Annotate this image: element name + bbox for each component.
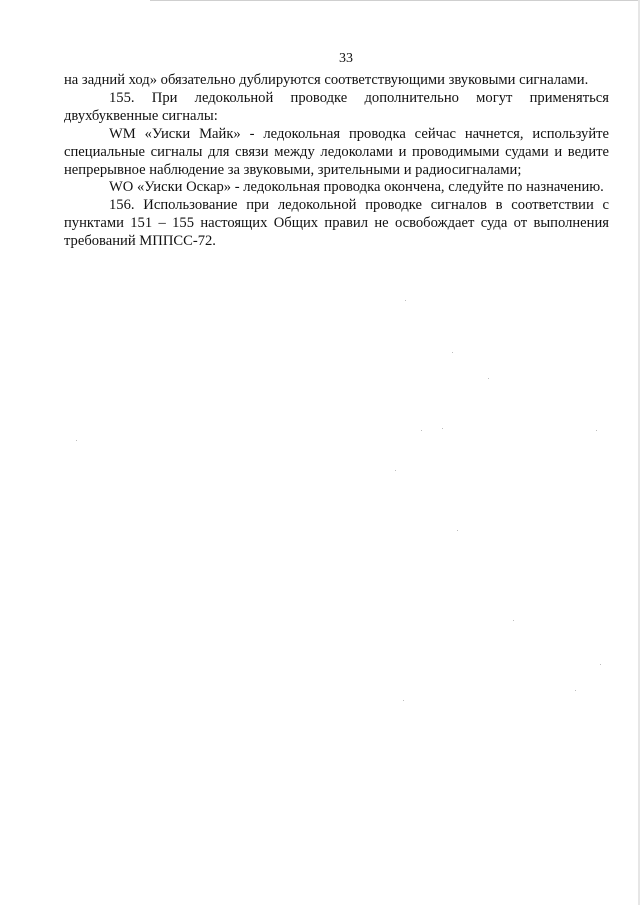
scan-speck	[442, 428, 443, 429]
scan-speck	[457, 530, 458, 531]
scan-edge-top	[150, 0, 640, 1]
scan-speck	[421, 430, 422, 431]
scan-speck	[596, 430, 597, 431]
document-body	[64, 72, 609, 251]
page-number: 33	[339, 51, 353, 66]
paragraph-item-155: 155. При ледокольной проводке дополнительно могут применяться двухбуквенные сигналы:	[64, 89, 609, 124]
paragraph-continuation: на задний ход» обязательно дублируются соответствующими звуковыми сигналами.	[64, 72, 589, 88]
scan-speck	[488, 378, 489, 379]
scan-speck	[513, 620, 514, 621]
scan-speck	[575, 690, 576, 691]
scan-speck	[600, 664, 601, 665]
paragraph-signal-wm: WM «Уиски Майк» - ледокольная проводка сейчас начнется, используйте специальные сигналы для связи между ледоколами и проводимыми судами и ведите непрерывное наблюдение за звуковыми, зрительными и радиосигналами;	[64, 125, 609, 178]
scan-speck	[405, 300, 406, 301]
scan-speck	[403, 700, 404, 701]
scan-speck	[76, 440, 77, 441]
paragraph-item-156: 156. Использование при ледокольной проводке сигналов в соответствии с пунктами 151 – 155 настоящих Общих правил не освобождает суда от выполнения требований МППСС-72.	[64, 197, 609, 250]
scan-speck	[395, 470, 396, 471]
scan-speck	[452, 352, 453, 353]
paragraph-signal-wo: WO «Уиски Оскар» - ледокольная проводка окончена, следуйте по назначению.	[109, 179, 604, 196]
